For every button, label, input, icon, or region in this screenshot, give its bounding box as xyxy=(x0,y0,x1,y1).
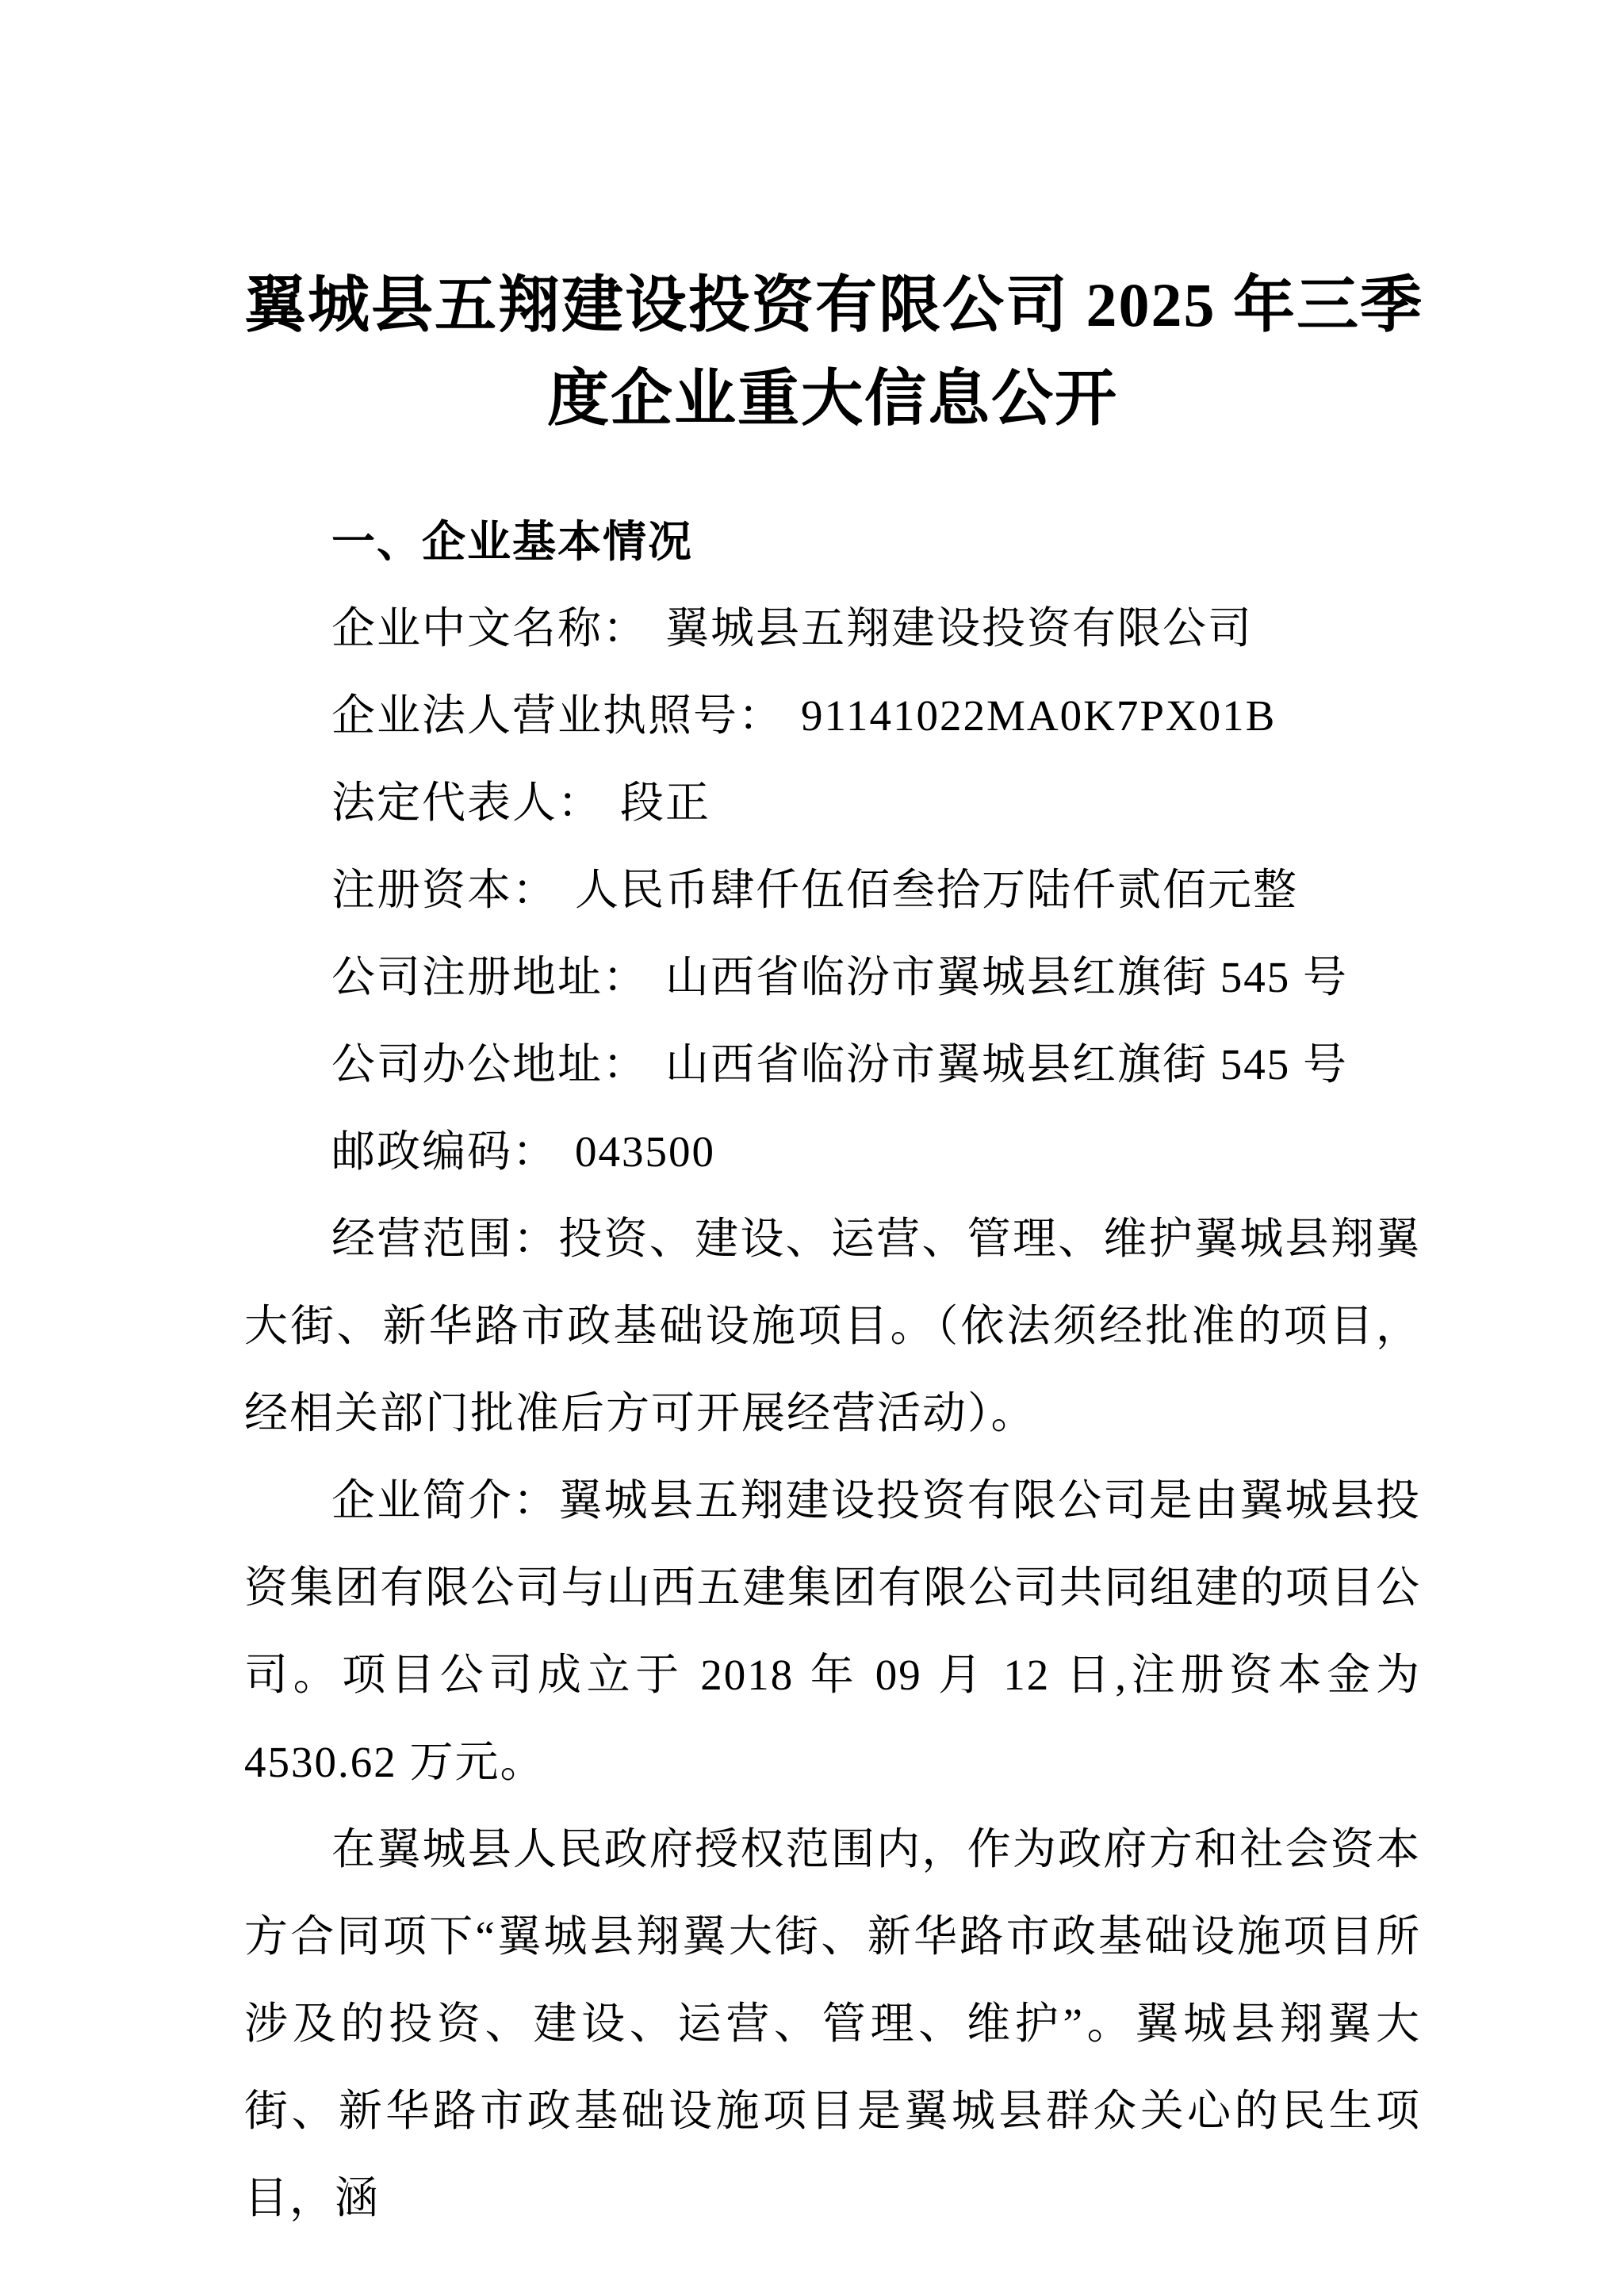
field-value: 043500 xyxy=(575,1127,716,1176)
document-title xyxy=(244,258,1424,446)
paragraph-authorization: 在翼城县人民政府授权范围内，作为政府方和社会资本方合同项下“翼城县翔翼大街、新华路市政基础设施项目所涉及的投资、建设、运营、管理、维护”。翼城县翔翼大街、新华路市政基础设施项目是翼城县群众关心的民生项目，涵 xyxy=(244,1825,1421,2222)
field-value: 91141022MA0K7PX01B xyxy=(801,691,1277,740)
field-label: 企业法人营业执照号： xyxy=(331,691,784,740)
field-registered-address xyxy=(244,934,1421,1021)
field-label: 公司办公地址： xyxy=(331,1040,649,1089)
field-value: 人民币肆仟伍佰叁拾万陆仟贰佰元整 xyxy=(575,866,1299,914)
field-registered-capital xyxy=(244,847,1421,934)
field-label: 公司注册地址： xyxy=(331,953,649,1001)
field-value: 翼城县五翔建设投资有限公司 xyxy=(665,604,1254,652)
paragraph-company-profile: 企业简介：翼城县五翔建设投资有限公司是由翼城县投资集团有限公司与山西五建集团有限公司共同组建的项目公司。项目公司成立于 2018 年 09 月 12 日,注册资本金为 4530.62 万元。 xyxy=(244,1476,1421,1786)
field-value: 山西省临汾市翼城县红旗街 545 号 xyxy=(665,1040,1349,1089)
field-value: 段正 xyxy=(620,779,711,827)
field-label: 注册资本： xyxy=(331,866,558,914)
title-line-2: 度企业重大信息公开 xyxy=(546,364,1118,433)
field-legal-representative xyxy=(244,760,1421,847)
field-label: 邮政编码： xyxy=(331,1127,558,1176)
field-label: 企业中文名称： xyxy=(331,604,649,652)
paragraph-business-scope: 经营范围：投资、建设、运营、管理、维护翼城县翔翼大街、新华路市政基础设施项目。（依法须经批准的项目，经相关部门批准后方可开展经营活动）。 xyxy=(244,1215,1421,1437)
section-heading: 一、企业基本情况 xyxy=(331,517,694,566)
field-business-license xyxy=(244,672,1421,760)
field-label: 法定代表人： xyxy=(331,779,603,827)
document-body xyxy=(244,498,1421,2242)
title-line-1: 翼城县五翔建设投资有限公司 2025 年三季 xyxy=(244,270,1424,339)
field-office-address xyxy=(244,1021,1421,1108)
field-postal-code xyxy=(244,1108,1421,1196)
field-value: 山西省临汾市翼城县红旗街 545 号 xyxy=(665,953,1349,1001)
field-company-name xyxy=(244,585,1421,672)
